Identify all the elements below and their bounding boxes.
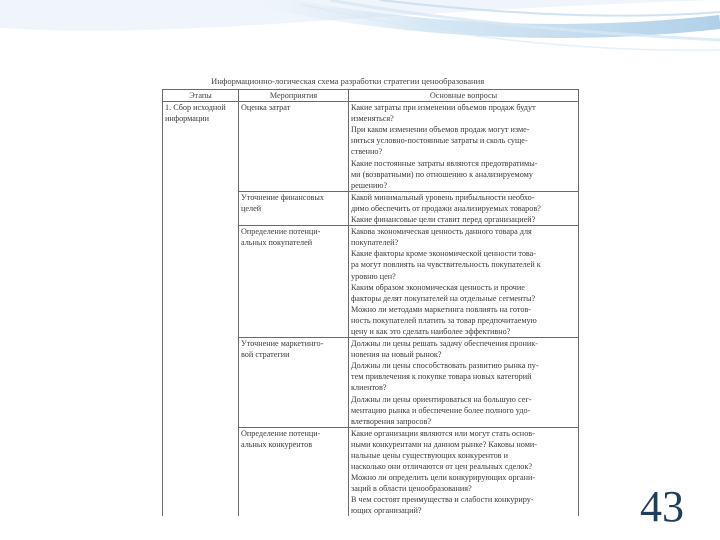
question-text: Какова экономическая ценность данного товара для: [351, 227, 532, 237]
question-text: При каком изменении объемов продаж могут изме-: [351, 125, 530, 135]
question-text: Какой минимальный уровень прибыльности необхо-: [351, 192, 535, 202]
question-text: Какие постоянные затраты являются предотвратимы-: [351, 158, 538, 168]
header-wave-decoration: [0, 0, 720, 60]
question-text: Можно ли определить цели конкурирующих органи-: [351, 473, 536, 483]
scanned-document: [159, 74, 579, 516]
question-text: цену и как это сделать наиболее эффективно?: [351, 326, 511, 336]
question-text: решению?: [351, 180, 388, 190]
measure-cell: [239, 102, 349, 192]
table-header-row: [163, 90, 579, 102]
measure-cell: [239, 191, 349, 225]
question-text: покупателей?: [351, 238, 399, 248]
questions-cell: [349, 427, 579, 516]
measure-cell: [239, 338, 349, 428]
question-text: новения на новый рынок?: [351, 350, 442, 360]
question-text: Можно ли методами маркетинга повлиять на готов-: [351, 304, 532, 314]
question-text: Должны ли цены решать задачу обеспечения проник-: [351, 339, 538, 349]
measure-text: Определение потенци-: [241, 227, 321, 237]
header-stages: Этапы: [163, 90, 239, 102]
question-text: Какие финансовые цели ставит перед организацией?: [351, 215, 536, 225]
question-text: димо обеспечить от продажи анализируемых товаров?: [351, 203, 541, 213]
measure-text: целей: [241, 203, 262, 213]
question-text: нальные цены существующих конкурентов и: [351, 451, 508, 460]
questions-cell: [349, 338, 579, 428]
measure-cell: [239, 226, 349, 338]
measure-cell: [239, 427, 349, 516]
question-text: ми (возвратными) по отношению к анализируемому: [351, 169, 533, 179]
question-text: ментацию рынка и обеспечение более полного удо-: [351, 405, 531, 415]
question-text: ность покупателей платить за товар предпочитаемую: [351, 315, 537, 325]
questions-cell: [349, 226, 579, 338]
question-text: Какие затраты при изменении объемов продаж будут: [351, 103, 536, 113]
question-text: заций в области ценообразования?: [351, 484, 472, 494]
question-text: Какие организации являются или могут стать основ-: [351, 428, 535, 438]
stage-text: информации: [165, 114, 210, 124]
question-text: влетворения запросов?: [351, 416, 432, 426]
table-row: [163, 102, 579, 192]
questions-cell: [349, 102, 579, 192]
measure-text: вой стратегии: [241, 350, 290, 360]
stage-text: 1. Сбор исходной: [165, 103, 226, 113]
table-caption: Информационно-логическая схема разработки стратегии ценообразования: [211, 76, 485, 86]
question-text: факторы делят покупателей на отдельные сегменты?: [351, 293, 536, 303]
question-text: ра могут повлиять на чувствительность покупателей к: [351, 260, 541, 270]
question-text: насколько они отличаются от цен реальных сделок?: [351, 462, 532, 472]
question-text: Какие факторы кроме экономической ценности това-: [351, 249, 537, 259]
measure-text: Определение потенци-: [241, 428, 321, 438]
question-text: ющих организаций?: [351, 506, 422, 516]
measure-text: Оценка затрат: [241, 103, 291, 113]
question-text: Каким образом экономическая ценность и прочие: [351, 282, 525, 292]
header-questions: Основные вопросы: [349, 90, 579, 102]
question-text: ственно?: [351, 147, 383, 157]
measure-text: Уточнение маркетинго-: [241, 339, 324, 349]
stage-cell: [163, 102, 239, 516]
question-text: клиентов?: [351, 383, 387, 393]
measure-text: альных конкурентов: [241, 439, 313, 449]
question-text: Должны ли цены способствовать развитию рынка пу-: [351, 361, 539, 371]
questions-cell: [349, 191, 579, 225]
question-text: ниться условно-постоянные затраты и сколь суще-: [351, 136, 528, 146]
question-text: уровню цен?: [351, 271, 396, 281]
question-text: тем привлечения к покупке товара новых категорий: [351, 372, 532, 382]
question-text: ными конкурентами на данном рынке? Каковы номи-: [351, 439, 538, 449]
question-text: Должны ли цены ориентироваться на большую сег-: [351, 394, 532, 404]
question-text: В чем состоят преимущества и слабости конкуриру-: [351, 495, 534, 505]
measure-text: альных покупателей: [241, 238, 313, 248]
measure-text: Уточнение финансовых: [241, 192, 324, 202]
slide-number: 43: [640, 482, 684, 531]
question-text: изменяться?: [351, 114, 394, 124]
strategy-table: [162, 89, 579, 516]
header-measures: Мероприятия: [239, 90, 349, 102]
